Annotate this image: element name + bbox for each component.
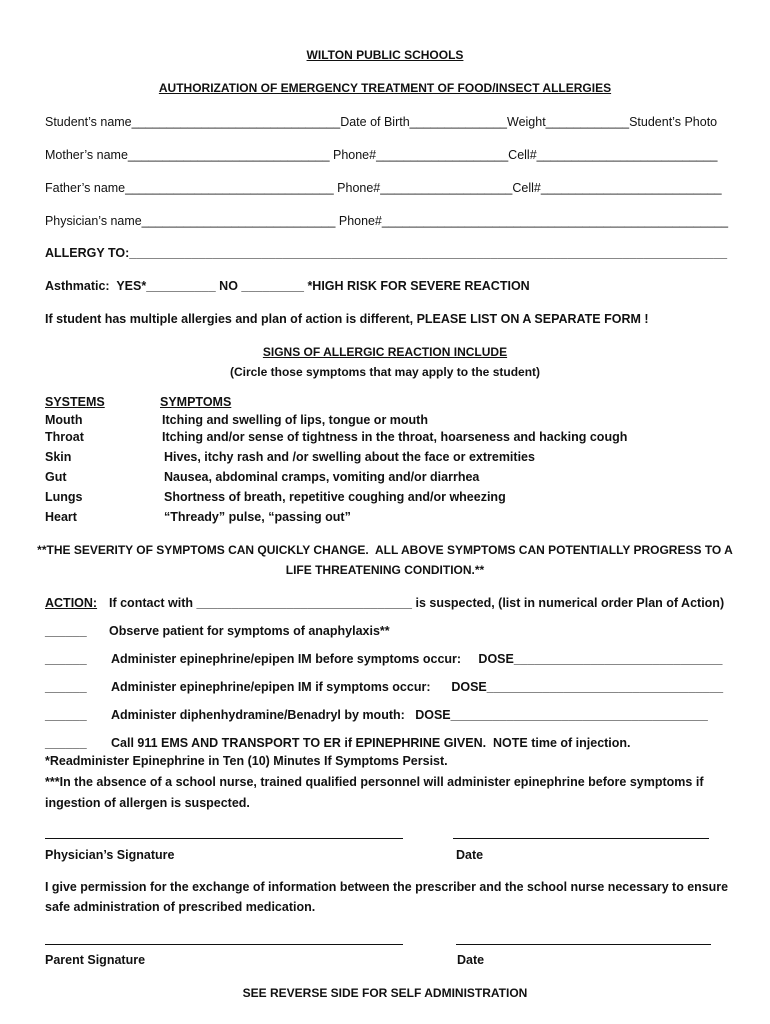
system-label: Skin: [45, 450, 72, 464]
action-intro[interactable]: If contact with _______________________________ is suspected, (list in numerical order Plan of Action): [109, 596, 725, 610]
system-label: Heart: [45, 510, 77, 524]
mothers-name-field[interactable]: Mother’s name_____________________________ Phone#___________________Cell#__________________________: [45, 148, 718, 162]
severity-warning-cont: LIFE THREATENING CONDITION.**: [285, 563, 485, 577]
physician-date-label: Date: [456, 848, 484, 862]
absence-note: ***In the absence of a school nurse, trained qualified personnel will administer epinephrine before symptoms if: [45, 775, 704, 789]
action-step[interactable]: Administer epinephrine/epipen IM before symptoms occur: DOSE______________________________: [111, 652, 723, 666]
parent-date-label: Date: [457, 953, 485, 967]
systems-header: SYSTEMS: [45, 395, 105, 409]
symptom-text[interactable]: “Thready” pulse, “passing out”: [164, 510, 351, 524]
action-step[interactable]: Administer epinephrine/epipen IM if symptoms occur: DOSE__________________________________: [111, 680, 724, 694]
permission-text-cont: safe administration of prescribed medication.: [45, 900, 316, 914]
step-checkbox-blank[interactable]: ______: [45, 624, 87, 638]
signs-heading: SIGNS OF ALLERGIC REACTION INCLUDE: [262, 345, 508, 359]
symptom-text[interactable]: Hives, itchy rash and /or swelling about the face or extremities: [164, 450, 535, 464]
step-checkbox-blank[interactable]: ______: [45, 708, 87, 722]
footer-note: SEE REVERSE SIDE FOR SELF ADMINISTRATION: [242, 986, 528, 1000]
system-label: Throat: [45, 430, 84, 444]
school-name: WILTON PUBLIC SCHOOLS: [306, 48, 464, 62]
physician-signature-label: Physician’s Signature: [45, 848, 175, 862]
parent-signature-label: Parent Signature: [45, 953, 146, 967]
system-label: Lungs: [45, 490, 83, 504]
system-label: Mouth: [45, 413, 83, 427]
fathers-name-field[interactable]: Father’s name______________________________ Phone#___________________Cell#__________________________: [45, 181, 722, 195]
step-checkbox-blank[interactable]: ______: [45, 680, 87, 694]
physician-date-line[interactable]: [453, 838, 709, 839]
step-checkbox-blank[interactable]: ______: [45, 736, 87, 750]
asthmatic-field[interactable]: Asthmatic: YES*__________ NO _________ *HIGH RISK FOR SEVERE REACTION: [45, 279, 530, 293]
parent-date-line[interactable]: [456, 944, 711, 945]
symptom-text[interactable]: Itching and/or sense of tightness in the throat, hoarseness and hacking cough: [162, 430, 628, 444]
form-title: AUTHORIZATION OF EMERGENCY TREATMENT OF FOOD/INSECT ALLERGIES: [158, 81, 612, 95]
permission-text: I give permission for the exchange of information between the prescriber and the school nurse necessary to ensure: [45, 880, 728, 894]
multiple-allergies-note: If student has multiple allergies and plan of action is different, PLEASE LIST ON A SEPARATE FORM !: [45, 312, 649, 326]
absence-note-cont: ingestion of allergen is suspected.: [45, 796, 250, 810]
physician-signature-line[interactable]: [45, 838, 403, 839]
physicians-name-field[interactable]: Physician’s name____________________________ Phone#__________________________________________________: [45, 214, 728, 228]
step-checkbox-blank[interactable]: ______: [45, 652, 87, 666]
symptom-text[interactable]: Itching and swelling of lips, tongue or mouth: [162, 413, 428, 427]
signs-instruction: (Circle those symptoms that may apply to the student): [229, 365, 541, 379]
parent-signature-line[interactable]: [45, 944, 403, 945]
symptoms-header: SYMPTOMS: [160, 395, 232, 409]
allergy-to-field[interactable]: ALLERGY TO:______________________________________________________________________________________: [45, 246, 728, 260]
symptom-text[interactable]: Shortness of breath, repetitive coughing and/or wheezing: [164, 490, 506, 504]
system-label: Gut: [45, 470, 67, 484]
severity-warning: **THE SEVERITY OF SYMPTOMS CAN QUICKLY CHANGE. ALL ABOVE SYMPTOMS CAN POTENTIALLY PROGRESS TO A: [37, 543, 733, 557]
symptom-text[interactable]: Nausea, abdominal cramps, vomiting and/or diarrhea: [164, 470, 480, 484]
action-step[interactable]: Administer diphenhydramine/Benadryl by mouth: DOSE_____________________________________: [111, 708, 708, 722]
readminister-note: *Readminister Epinephrine in Ten (10) Minutes If Symptoms Persist.: [45, 754, 448, 768]
action-step: Observe patient for symptoms of anaphylaxis**: [109, 624, 390, 638]
action-step: Call 911 EMS AND TRANSPORT TO ER if EPINEPHRINE GIVEN. NOTE time of injection.: [111, 736, 631, 750]
action-label: ACTION:: [45, 596, 98, 610]
students-name-field[interactable]: Student’s name______________________________Date of Birth______________Weight____________Student’s Photo: [45, 115, 718, 129]
